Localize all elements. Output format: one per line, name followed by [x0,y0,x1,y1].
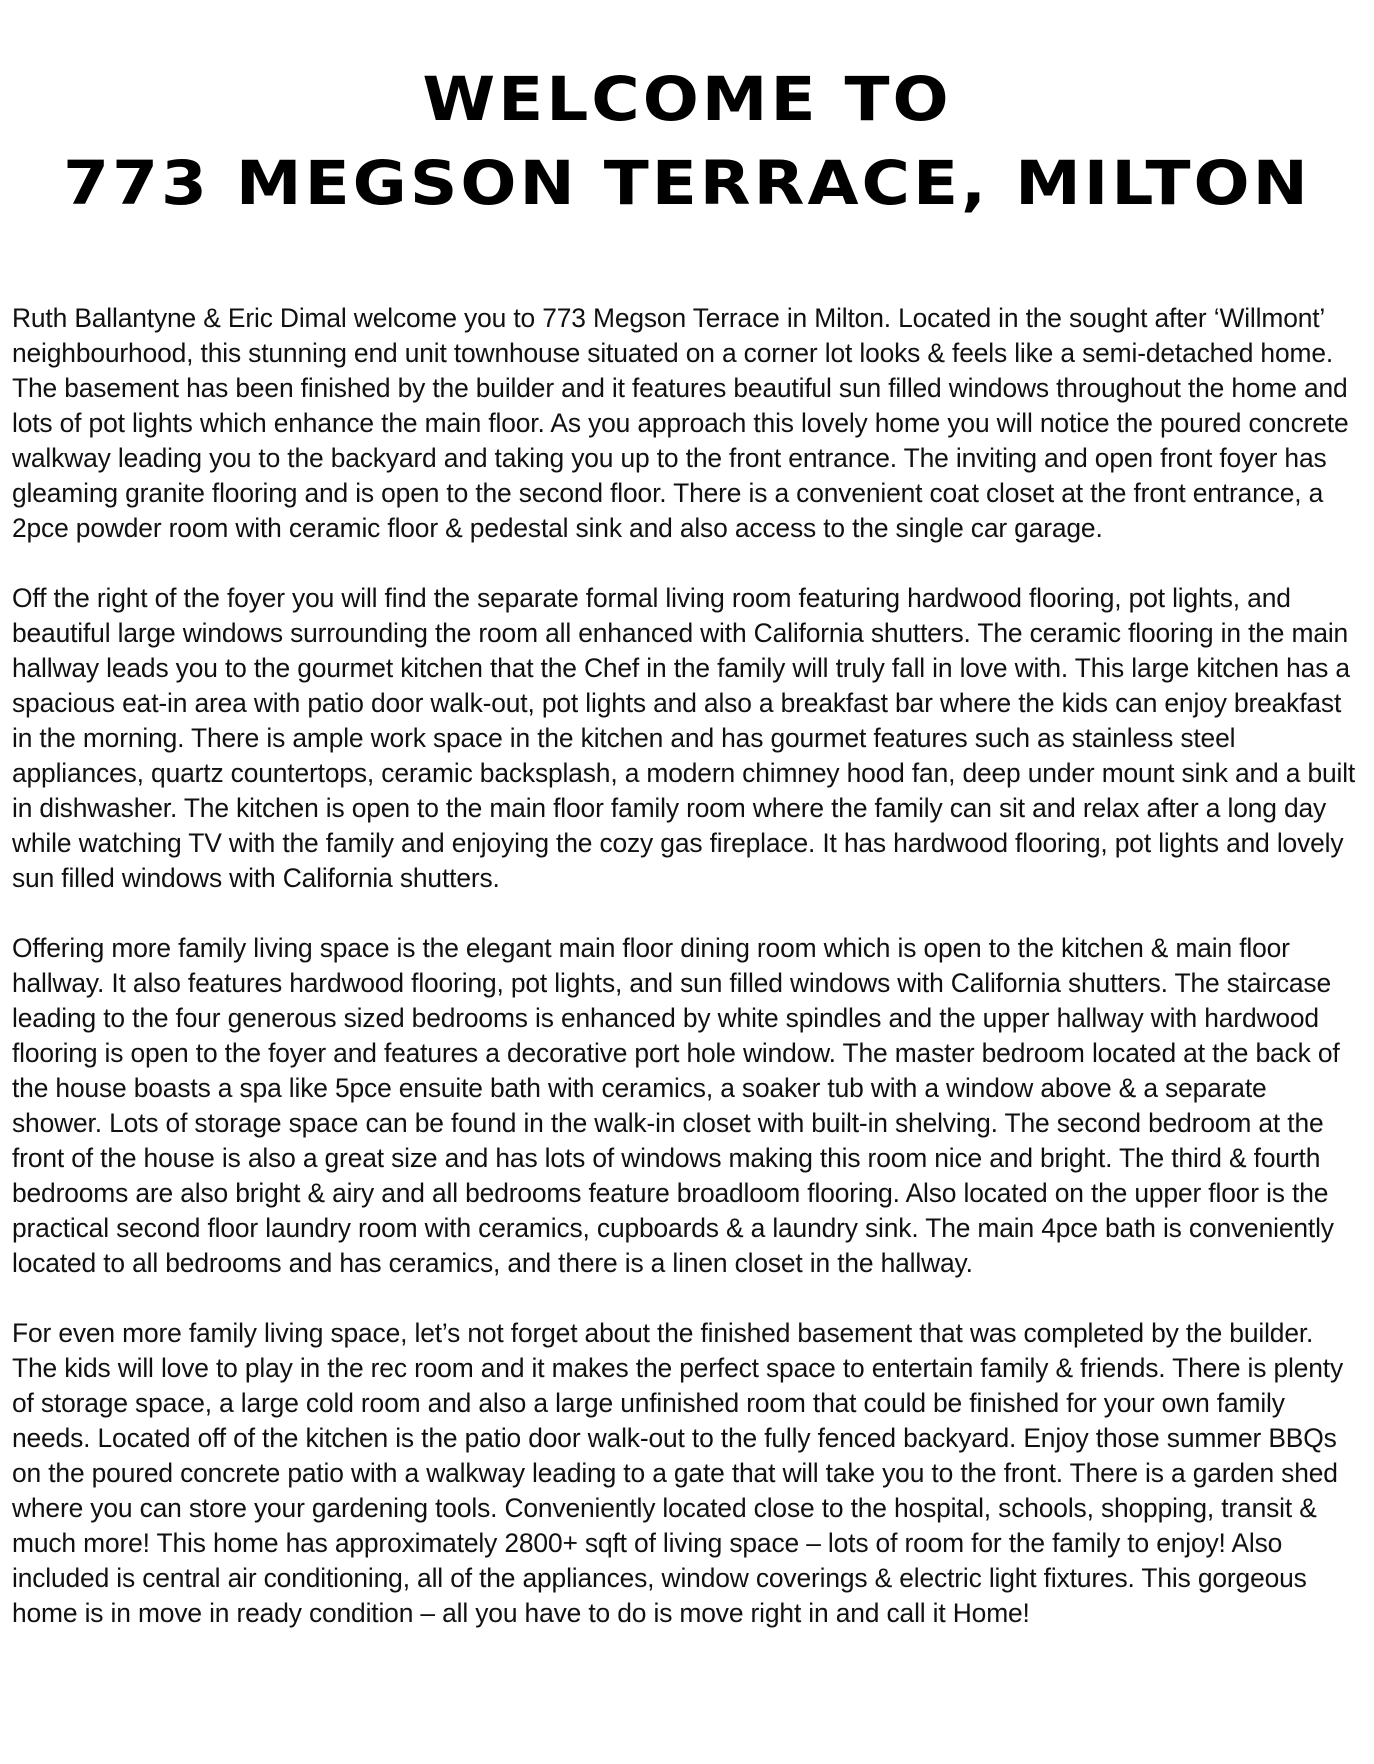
paragraph-intro: Ruth Ballantyne & Eric Dimal welcome you to 773 Megson Terrace in Milton. Located in the sought after ‘Willmont’ neighbourhood, this stunning end unit townhouse situated on a corner lot looks & feels like a semi-detached home. The basement has been finished by the builder and it features beautiful sun filled windows throughout the home and lots of pot lights which enhance the main floor. As you approach this lovely home you will notice the poured concrete walkway leading you to the backyard and taking you up to the front entrance. The inviting and open front foyer has gleaming granite flooring and is open to the second floor. There is a convenient coat closet at the front entrance, a 2pce powder room with ceramic floor & pedestal sink and also access to the single car garage. [12,303,1349,543]
document-body [12,301,1362,1631]
paragraph-dining-bedrooms: Offering more family living space is the elegant main floor dining room which is open to the kitchen & main floor hallway. It also features hardwood flooring, pot lights, and sun filled windows with California shutters. The staircase leading to the four generous sized bedrooms is enhanced by white spindles and the upper hallway with hardwood flooring is open to the foyer and features a decorative port hole window. The master bedroom located at the back of the house boasts a spa like 5pce ensuite bath with ceramics, a soaker tub with a window above & a separate shower. Lots of storage space can be found in the walk-in closet with built-in shelving. The second bedroom at the front of the house is also a great size and has lots of windows making this room nice and bright. The third & fourth bedrooms are also bright & airy and all bedrooms feature broadloom flooring. Also located on the upper floor is the practical second floor laundry room with ceramics, cupboards & a laundry sink. The main 4pce bath is conveniently located to all bedrooms and has ceramics, and there is a linen closet in the hallway. [12,933,1340,1278]
title-line-1: WELCOME TO [422,64,952,135]
page-title [0,0,1374,226]
paragraph-living-kitchen: Off the right of the foyer you will find the separate formal living room featuring hardwood flooring, pot lights, and beautiful large windows surrounding the room all enhanced with California shutters. The ceramic flooring in the main hallway leads you to the gourmet kitchen that the Chef in the family will truly fall in love with. This large kitchen has a spacious eat-in area with patio door walk-out, pot lights and also a breakfast bar where the kids can enjoy breakfast in the morning. There is ample work space in the kitchen and has gourmet features such as stainless steel appliances, quartz countertops, ceramic backsplash, a modern chimney hood fan, deep under mount sink and a built in dishwasher. The kitchen is open to the main floor family room where the family can sit and relax after a long day while watching TV with the family and enjoying the cozy gas fireplace. It has hardwood flooring, pot lights and lovely sun filled windows with California shutters. [12,583,1356,893]
paragraph-basement-backyard: For even more family living space, let’s not forget about the finished basement that was completed by the builder. The kids will love to play in the rec room and it makes the perfect space to entertain family & friends. There is plenty of storage space, a large cold room and also a large unfinished room that could be finished for your own family needs. Located off of the kitchen is the patio door walk-out to the fully fenced backyard. Enjoy those summer BBQs on the poured concrete patio with a walkway leading to a gate that will take you to the front. There is a garden shed where you can store your gardening tools. Conveniently located close to the hospital, schools, shopping, transit & much more! This home has approximately 2800+ sqft of living space – lots of room for the family to enjoy! Also included is central air conditioning, all of the appliances, window coverings & electric light fixtures. This gorgeous home is in move in ready condition – all you have to do is move right in and call it Home! [12,1318,1344,1628]
title-line-2: 773 MEGSON TERRACE, MILTON [63,148,1311,219]
